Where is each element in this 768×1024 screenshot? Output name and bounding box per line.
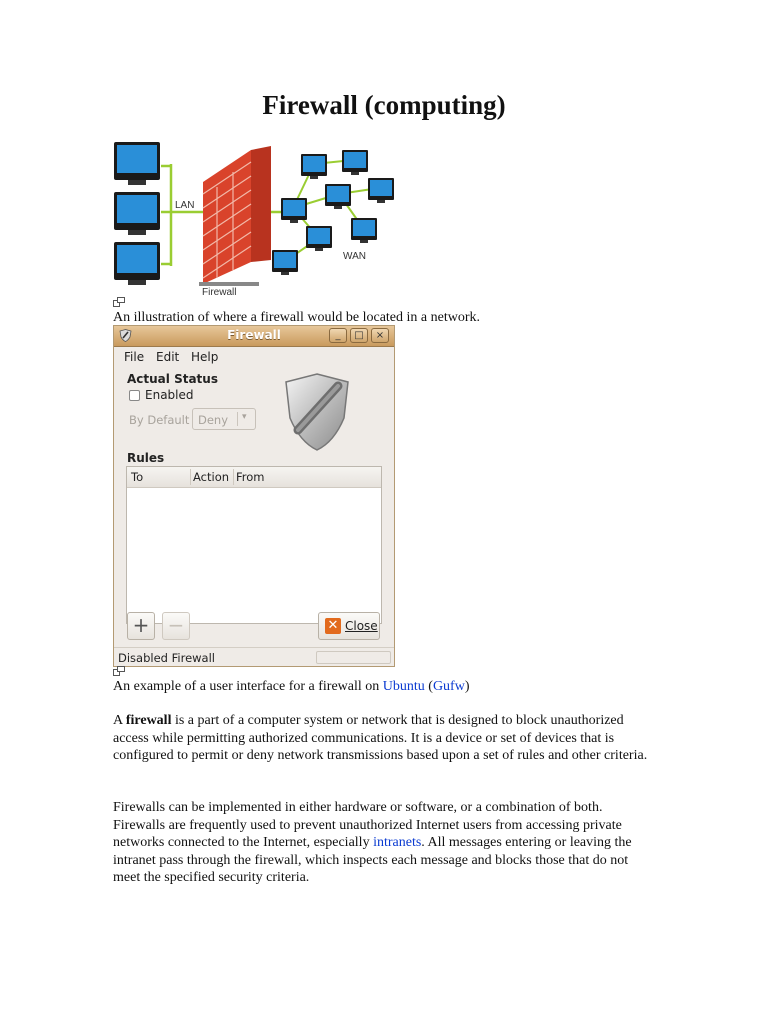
add-rule-button[interactable]: + [127, 612, 155, 640]
column-action[interactable]: Action [193, 470, 230, 484]
window-title: Firewall [227, 328, 281, 342]
combo-separator [237, 412, 238, 426]
page-title: Firewall (computing) [262, 90, 506, 120]
wan-computer [281, 198, 307, 223]
close-button-label: Close [345, 619, 378, 633]
window-titlebar [114, 326, 394, 347]
column-divider [190, 469, 191, 485]
intranets-link[interactable]: intranets [373, 835, 422, 850]
caption2-prefix: An example of a user interface for a firewall on [113, 679, 383, 694]
actual-status-heading: Actual Status [127, 372, 218, 386]
wan-computer [306, 226, 332, 251]
enlarge-image-icon[interactable] [113, 666, 125, 676]
close-window-button[interactable]: × [371, 328, 389, 343]
firewall-term: firewall [125, 713, 172, 728]
rules-table[interactable] [126, 466, 382, 624]
remove-rule-button[interactable]: − [162, 612, 190, 640]
status-progress [316, 651, 391, 664]
rules-heading: Rules [127, 451, 165, 465]
menu-file[interactable]: File [124, 350, 145, 364]
caption2-middle: ( [424, 679, 433, 694]
minimize-button[interactable]: _ [329, 328, 347, 343]
menu-help[interactable]: Help [191, 350, 219, 364]
menu-bar [114, 347, 394, 369]
caption2-suffix: ) [464, 679, 470, 694]
column-to[interactable]: To [131, 470, 144, 484]
wan-computer [272, 250, 298, 275]
wan-label: WAN [343, 251, 366, 262]
para2-text2: . All messages entering or leaving the intranet pass through the firewall, which inspects each message and blocks those that do not meet the specified security criteria. [113, 835, 632, 885]
lan-computer [114, 192, 160, 235]
menu-edit[interactable]: Edit [156, 350, 180, 364]
figure1-caption: An illustration of where a firewall would be located in a network. [113, 310, 480, 325]
maximize-button[interactable]: □ [350, 328, 368, 343]
enabled-label[interactable]: Enabled [145, 388, 194, 402]
network-diagram [111, 142, 401, 300]
lan-computer [114, 242, 160, 285]
by-default-value: Deny [198, 413, 229, 427]
wan-computer [301, 154, 327, 179]
gufw-link[interactable]: Gufw [432, 679, 465, 694]
ubuntu-link[interactable]: Ubuntu [382, 679, 425, 694]
paragraph-implementation [113, 799, 658, 887]
para1-lead: A [113, 713, 126, 728]
wan-computer [342, 150, 368, 175]
firewall-status-shield-icon [282, 372, 352, 452]
by-default-label: By Default [129, 413, 190, 427]
paragraph-definition [113, 712, 658, 765]
wan-computer [368, 178, 394, 203]
status-bar [114, 647, 394, 667]
wan-computer [325, 184, 351, 209]
lan-computer [114, 142, 160, 185]
para2-text1: Firewalls can be implemented in either hardware or software, or a combination of both. Firewalls are frequently used to prevent unauthorized Internet users from accessing private networks connected to the Internet, especially [113, 800, 622, 850]
close-button[interactable] [318, 612, 380, 640]
status-text: Disabled Firewall [118, 651, 215, 665]
lan-label: LAN [175, 200, 195, 211]
para1-rest: is a part of a computer system or network that is designed to block unauthorized access while permitting authorized communications. It is a device or set of devices that is configured to permit or deny network transmissions based upon a set of rules and other criteria. [113, 713, 648, 763]
firewall-wall [199, 146, 271, 286]
by-default-select[interactable] [192, 408, 256, 430]
rules-table-header [127, 467, 381, 488]
close-icon: ✕ [325, 618, 341, 634]
wan-computer [351, 218, 377, 243]
gufw-window [113, 325, 395, 667]
column-divider [233, 469, 234, 485]
column-from[interactable]: From [236, 470, 265, 484]
firewall-label: Firewall [202, 287, 237, 298]
figure2-caption [113, 679, 470, 695]
enlarge-image-icon[interactable] [113, 297, 125, 307]
chevron-down-icon: ▾ [242, 412, 247, 422]
enabled-checkbox[interactable] [129, 390, 140, 401]
